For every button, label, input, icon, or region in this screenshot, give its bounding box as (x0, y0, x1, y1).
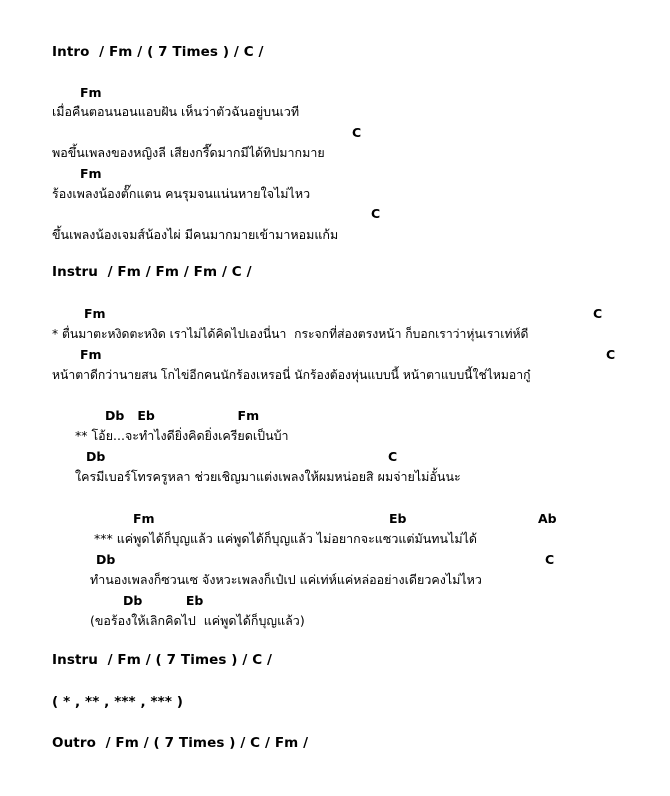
part3-lyric-2: ทำนองเพลงก็ซวนเซ จังหวะเพลงก็เป๋เป แค่เท่ห์แค่หล่ออย่างเดียวคงไม่ไหว (90, 572, 482, 587)
verse-lyric-1: เมื่อคืนตอนนอนแอบฝัน เห็นว่าตัวฉันอยู่บนเวที (52, 104, 300, 119)
verse-chord-4: C (371, 206, 381, 221)
verse-lyric-3: ร้องเพลงน้องตั๊กแตน คนรุมจนแน่นหายใจไม่ไหว (52, 186, 311, 201)
part3-chord-1c: Ab (538, 511, 557, 526)
part2-chord-1: Db Eb Fm (105, 408, 260, 423)
verse-lyric-4: ขึ้นเพลงน้องเจมส์น้องไผ่ มีคนมากมายเข้ามาหอมแก้ม (52, 227, 339, 242)
part1-lyric-1: * ตื่นมาตะหงิดตะหงิด เราไม่ได้คิดไปเองนี่นา กระจกที่ส่องตรงหน้า ก็บอกเราว่าหุ่นเราเท่ห์ดี (52, 327, 529, 341)
verse-chord-1: Fm (80, 85, 102, 100)
part3-lyric-3: (ขอร้องให้เลิกคิดไป แค่พูดได้ก็บุญแล้ว) (90, 613, 305, 628)
part3-chord-3: Db Eb (123, 593, 204, 608)
part3-chord-2b: C (545, 552, 555, 567)
repeat-line: ( * , ** , *** , *** ) (52, 694, 184, 710)
part1-chord-1b: C (593, 306, 603, 321)
part2-chord-2b: C (388, 449, 398, 464)
part1-lyric-2: หน้าตาดีกว่านายสน โกไข่อีกคนนักร้องเหรอนี่ นักร้องต้องหุ่นแบบนี้ หน้าตาแบบนี้ใช่ไหมอากู๋ (52, 368, 531, 382)
verse-chord-3: Fm (80, 166, 102, 181)
part2-chord-2a: Db (86, 449, 106, 464)
part3-chord-2a: Db (96, 552, 116, 567)
intro-line: Intro / Fm / ( 7 Times ) / C / (52, 44, 264, 60)
verse-chord-2: C (352, 125, 362, 140)
part2-lyric-2: ใครมีเบอร์โทรครูหลา ช่วยเชิญมาแต่งเพลงให้ผมหน่อยสิ ผมจ่ายไม่อั้นนะ (75, 469, 461, 484)
outro-line: Outro / Fm / ( 7 Times ) / C / Fm / (52, 735, 309, 751)
part1-chord-2a: Fm (80, 347, 102, 362)
instru-line-1: Instru / Fm / Fm / Fm / C / (52, 264, 252, 280)
part2-lyric-1: ** โอ้ย...จะทำไงดียิ่งคิดยิ่งเครียดเป็นบ้า (75, 428, 289, 443)
instru-line-2: Instru / Fm / ( 7 Times ) / C / (52, 652, 273, 668)
part1-chord-1a: Fm (84, 306, 106, 321)
part3-lyric-1: *** แค่พูดได้ก็บุญแล้ว แค่พูดได้ก็บุญแล้ว ไม่อยากจะแซวแต่มันทนไม่ได้ (94, 531, 478, 546)
part3-chord-1a: Fm (133, 511, 155, 526)
part3-chord-1b: Eb (389, 511, 407, 526)
verse-lyric-2: พอขึ้นเพลงของหญิงลี เสียงกรี๊ดมากมีได้ทิปมากมาย (52, 145, 325, 160)
part1-chord-2b: C (606, 347, 616, 362)
